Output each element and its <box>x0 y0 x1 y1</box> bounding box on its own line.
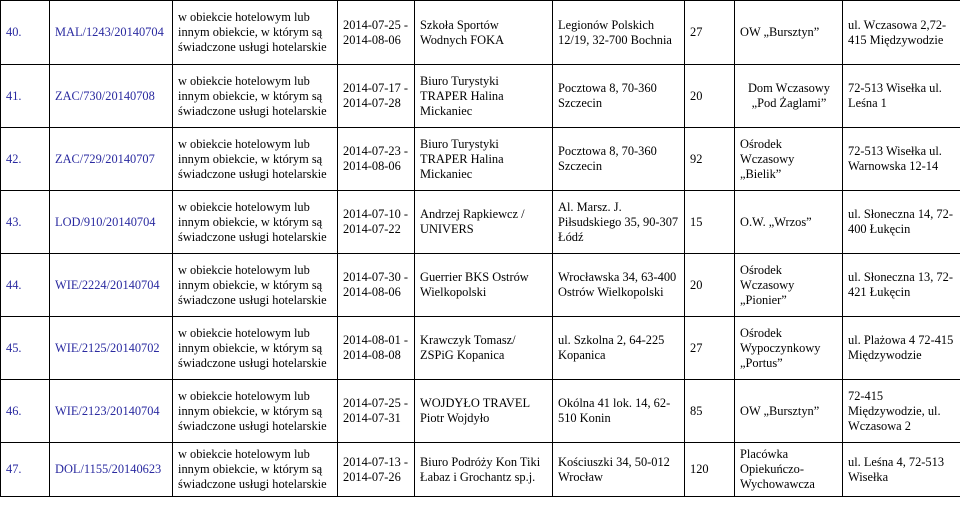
row-number: 44. <box>1 254 50 317</box>
registration-number: WIE/2123/20140704 <box>50 380 173 443</box>
facility-address: 72-415 Międzywodzie, ul. Wczasowa 2 <box>843 380 960 443</box>
row-number: 46. <box>1 380 50 443</box>
facility-name: Dom Wczasowy „Pod Żaglami” <box>735 65 843 128</box>
participants-count: 27 <box>685 317 735 380</box>
participants-count: 85 <box>685 380 735 443</box>
accommodation-form: w obiekcie hotelowym lub innym obiekcie, w którym są świadczone usługi hotelarskie <box>173 191 338 254</box>
facility-name: OW „Bursztyn” <box>735 380 843 443</box>
participants-count: 20 <box>685 65 735 128</box>
stay-dates: 2014-07-30 - 2014-08-06 <box>338 254 415 317</box>
participants-count: 92 <box>685 128 735 191</box>
facility-name: Ośrodek Wczasowy „Bielik” <box>735 128 843 191</box>
table-row <box>1 380 960 443</box>
table-row <box>1 317 960 380</box>
participants-count: 20 <box>685 254 735 317</box>
facility-name: O.W. „Wrzos” <box>735 191 843 254</box>
registration-number: WIE/2224/20140704 <box>50 254 173 317</box>
registration-number: LOD/910/20140704 <box>50 191 173 254</box>
table-row <box>1 128 960 191</box>
accommodation-form: w obiekcie hotelowym lub innym obiekcie, w którym są świadczone usługi hotelarskie <box>173 254 338 317</box>
registration-number: ZAC/730/20140708 <box>50 65 173 128</box>
accommodation-form: w obiekcie hotelowym lub innym obiekcie, w którym są świadczone usługi hotelarskie <box>173 128 338 191</box>
row-number: 45. <box>1 317 50 380</box>
facility-address: 72-513 Wisełka ul. Warnowska 12-14 <box>843 128 960 191</box>
stay-dates: 2014-07-23 - 2014-08-06 <box>338 128 415 191</box>
organizer-address: Kościuszki 34, 50-012 Wrocław <box>553 443 685 497</box>
accommodation-form: w obiekcie hotelowym lub innym obiekcie, w którym są świadczone usługi hotelarskie <box>173 1 338 65</box>
facility-name: Placówka Opiekuńczo-Wychowawcza <box>735 443 843 497</box>
table-row <box>1 1 960 65</box>
facility-name: Ośrodek Wypoczynkowy „Portus” <box>735 317 843 380</box>
facility-address: ul. Wczasowa 2,72-415 Międzywodzie <box>843 1 960 65</box>
organizer: Biuro Podróży Kon Tiki Łabaz i Grochantz sp.j. <box>415 443 553 497</box>
row-number: 40. <box>1 1 50 65</box>
table-row <box>1 254 960 317</box>
organizer-address: Legionów Polskich 12/19, 32-700 Bochnia <box>553 1 685 65</box>
organizer: Guerrier BKS Ostrów Wielkopolski <box>415 254 553 317</box>
participants-count: 27 <box>685 1 735 65</box>
row-number: 41. <box>1 65 50 128</box>
stay-dates: 2014-07-17 - 2014-07-28 <box>338 65 415 128</box>
organizer: Krawczyk Tomasz/ ZSPiG Kopanica <box>415 317 553 380</box>
organizer: Biuro Turystyki TRAPER Halina Mickaniec <box>415 65 553 128</box>
accommodation-form: w obiekcie hotelowym lub innym obiekcie, w którym są świadczone usługi hotelarskie <box>173 317 338 380</box>
table-row <box>1 443 960 497</box>
registration-number: WIE/2125/20140702 <box>50 317 173 380</box>
accommodation-form: w obiekcie hotelowym lub innym obiekcie, w którym są świadczone usługi hotelarskie <box>173 380 338 443</box>
facility-address: ul. Plażowa 4 72-415 Międzywodzie <box>843 317 960 380</box>
organizer-address: Pocztowa 8, 70-360 Szczecin <box>553 128 685 191</box>
organizer-address: Pocztowa 8, 70-360 Szczecin <box>553 65 685 128</box>
organizer: WOJDYŁO TRAVEL Piotr Wojdyło <box>415 380 553 443</box>
participants-count: 120 <box>685 443 735 497</box>
facility-name: OW „Bursztyn” <box>735 1 843 65</box>
organizer: Biuro Turystyki TRAPER Halina Mickaniec <box>415 128 553 191</box>
organizer-address: Okólna 41 lok. 14, 62-510 Konin <box>553 380 685 443</box>
row-number: 47. <box>1 443 50 497</box>
table-row <box>1 65 960 128</box>
stay-dates: 2014-08-01 - 2014-08-08 <box>338 317 415 380</box>
organizer-address: Al. Marsz. J. Piłsudskiego 35, 90-307 Łódź <box>553 191 685 254</box>
registration-number: ZAC/729/20140707 <box>50 128 173 191</box>
registration-number: MAL/1243/20140704 <box>50 1 173 65</box>
organizer: Andrzej Rapkiewcz / UNIVERS <box>415 191 553 254</box>
row-number: 42. <box>1 128 50 191</box>
facility-address: ul. Słoneczna 14, 72-400 Łukęcin <box>843 191 960 254</box>
facility-name: Ośrodek Wczasowy „Pionier” <box>735 254 843 317</box>
facility-address: 72-513 Wisełka ul. Leśna 1 <box>843 65 960 128</box>
stay-dates: 2014-07-25 - 2014-07-31 <box>338 380 415 443</box>
facility-address: ul. Słoneczna 13, 72-421 Łukęcin <box>843 254 960 317</box>
row-number: 43. <box>1 191 50 254</box>
participants-count: 15 <box>685 191 735 254</box>
registration-number: DOL/1155/20140623 <box>50 443 173 497</box>
organizer-address: Wrocławska 34, 63-400 Ostrów Wielkopolski <box>553 254 685 317</box>
accommodation-form: w obiekcie hotelowym lub innym obiekcie, w którym są świadczone usługi hotelarskie <box>173 443 338 497</box>
table-row <box>1 191 960 254</box>
stay-dates: 2014-07-10 - 2014-07-22 <box>338 191 415 254</box>
accommodation-form: w obiekcie hotelowym lub innym obiekcie, w którym są świadczone usługi hotelarskie <box>173 65 338 128</box>
stay-dates: 2014-07-13 - 2014-07-26 <box>338 443 415 497</box>
organizer: Szkoła Sportów Wodnych FOKA <box>415 1 553 65</box>
facility-address: ul. Leśna 4, 72-513 Wisełka <box>843 443 960 497</box>
organizer-address: ul. Szkolna 2, 64-225 Kopanica <box>553 317 685 380</box>
stay-dates: 2014-07-25 - 2014-08-06 <box>338 1 415 65</box>
